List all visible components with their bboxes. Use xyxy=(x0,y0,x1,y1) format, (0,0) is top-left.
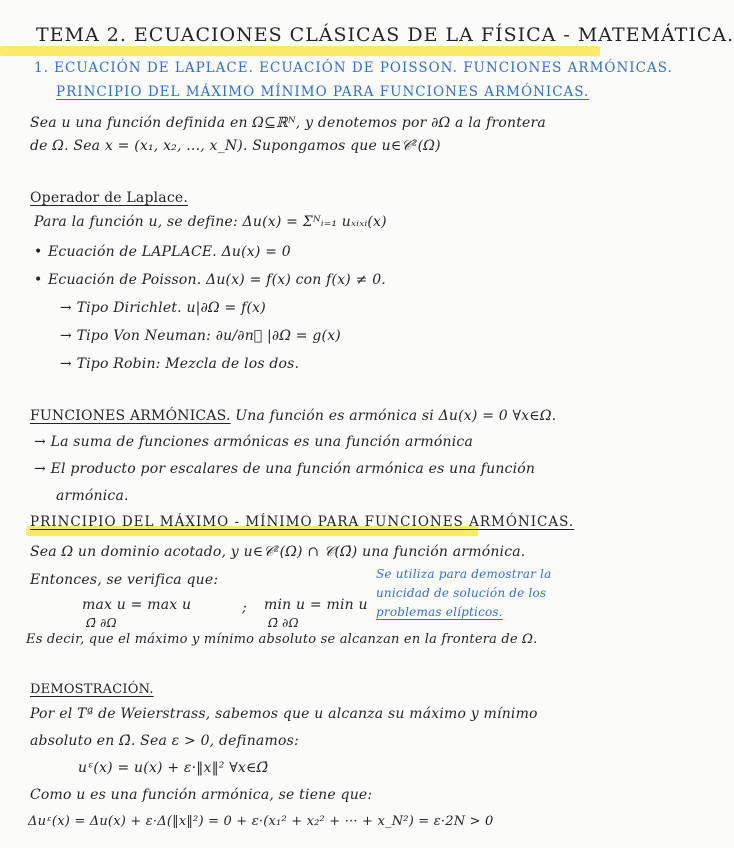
demo-heading: DEMOSTRACIÓN. xyxy=(30,682,154,697)
equation-poisson-text: Ecuación de Poisson. Δu(x) = f(x) con f(x) ≠ 0. xyxy=(48,272,386,288)
armonicas-definition: Una función es armónica si Δu(x) = 0 ∀x∈Ω. xyxy=(235,408,557,424)
equation-poisson xyxy=(34,272,386,288)
subtitle-line-1: 1. ECUACIÓN DE LAPLACE. ECUACIÓN DE POISSON. FUNCIONES ARMÓNICAS. xyxy=(34,60,673,76)
demo-equation-2: Δuᵋ(x) = Δu(x) + ε·Δ(‖x‖²) = 0 + ε·(x₁² + x₂² + ··· + x_N²) = ε·2N > 0 xyxy=(28,814,494,829)
armonicas-heading: FUNCIONES ARMÓNICAS. xyxy=(30,408,231,424)
margin-note-line-3: problemas elípticos. xyxy=(376,605,503,619)
armonicas-block xyxy=(30,408,556,424)
separator: ; xyxy=(242,600,247,616)
laplace-heading: Operador de Laplace. xyxy=(30,190,188,206)
margin-note-line-1: Se utiliza para demostrar la xyxy=(376,567,552,581)
intro-line-2: de Ω. Sea x = (x₁, x₂, ..., x_N). Supongamos que u∈𝒞²(Ω) xyxy=(30,138,441,154)
principio-heading: PRINCIPIO DEL MÁXIMO - MÍNIMO PARA FUNCIONES ARMÓNICAS. xyxy=(30,514,575,530)
tipo-neuman: → Tipo Von Neuman: ∂u/∂n⃗ |∂Ω = g(x) xyxy=(60,328,341,344)
min-subscripts: Ω̄ ∂Ω xyxy=(268,616,299,630)
conclusion: Es decir, que el máximo y mínimo absoluto se alcanzan en la frontera de Ω. xyxy=(26,632,538,647)
bullet-icon: • xyxy=(34,244,43,260)
principio-line-2: Entonces, se verifica que: xyxy=(30,572,219,588)
principio-line-1: Sea Ω un dominio acotado, y u∈𝒞²(Ω) ∩ 𝒞(Ω̄) una función armónica. xyxy=(30,544,526,560)
max-subscripts: Ω̄ ∂Ω xyxy=(86,616,117,630)
bullet-icon: • xyxy=(34,272,43,288)
subtitle-line-2: PRINCIPIO DEL MÁXIMO MÍNIMO PARA FUNCIONES ARMÓNICAS. xyxy=(56,84,590,100)
margin-note-line-2: unicidad de solución de los xyxy=(376,586,547,600)
equation-laplace-text: Ecuación de LAPLACE. Δu(x) = 0 xyxy=(48,244,291,260)
demo-line-3: Como u es una función armónica, se tiene que: xyxy=(30,787,373,803)
intro-line-1: Sea u una función definida en Ω⊆ℝᴺ, y denotemos por ∂Ω a la frontera xyxy=(30,115,546,131)
laplace-definition: Para la función u, se define: Δu(x) = Σᴺᵢ₌₁ uₓᵢₓᵢ(x) xyxy=(34,214,387,230)
armonicas-item-2: → El producto por escalares de una función armónica es una función xyxy=(34,461,536,477)
max-equation: max u = max u xyxy=(82,597,192,613)
tipo-robin: → Tipo Robin: Mezcla de los dos. xyxy=(60,356,300,372)
equation-laplace xyxy=(34,244,291,260)
page-title: TEMA 2. ECUACIONES CLÁSICAS DE LA FÍSICA - MATEMÁTICA. xyxy=(36,24,734,46)
demo-line-1: Por el Tª de Weierstrass, sabemos que u alcanza su máximo y mínimo xyxy=(30,706,538,722)
demo-line-2: absoluto en Ω̄. Sea ε > 0, definamos: xyxy=(30,733,299,749)
demo-equation-1: uᵋ(x) = u(x) + ε·‖x‖² ∀x∈Ω̄ xyxy=(78,760,269,776)
armonicas-item-2-cont: armónica. xyxy=(56,488,129,504)
armonicas-item-1: → La suma de funciones armónicas es una función armónica xyxy=(34,434,474,450)
min-equation: min u = min u xyxy=(264,597,368,613)
title-highlight xyxy=(0,46,600,56)
tipo-dirichlet: → Tipo Dirichlet. u|∂Ω = f(x) xyxy=(60,300,266,316)
